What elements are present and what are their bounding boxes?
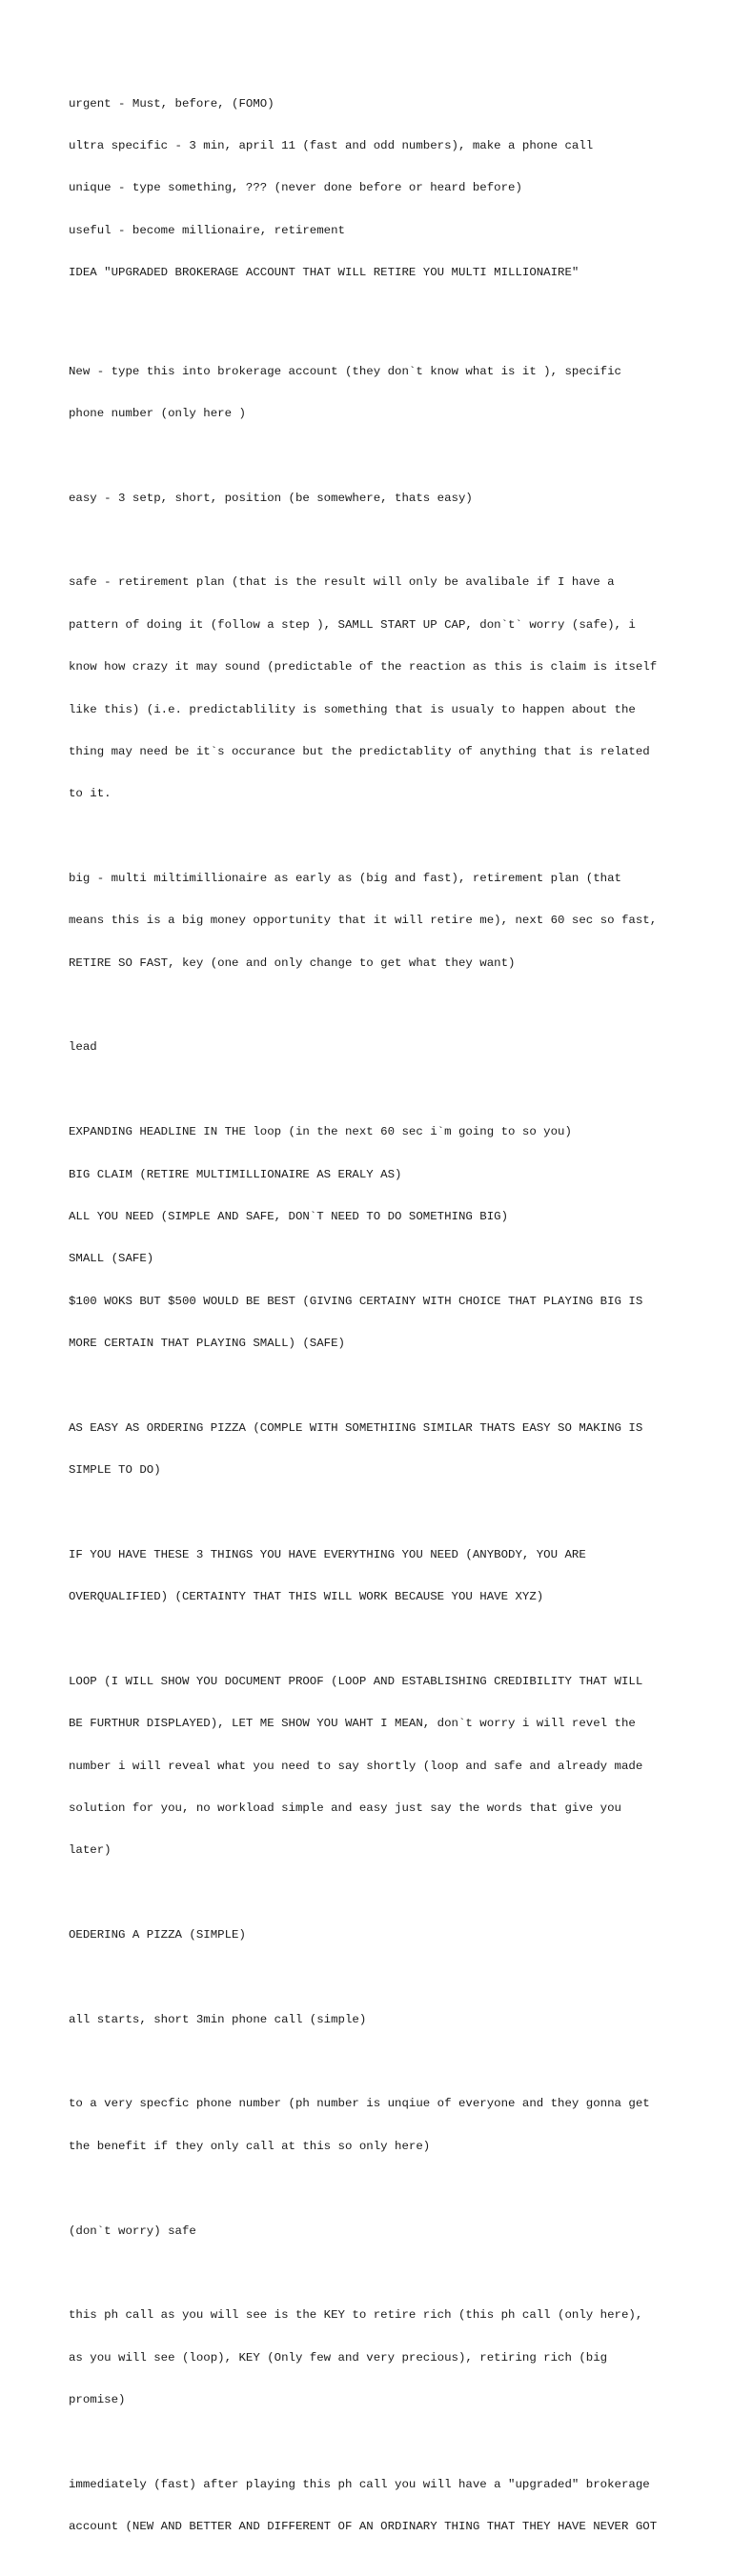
text-line: IF YOU HAVE THESE 3 THINGS YOU HAVE EVERYTHING YOU NEED (ANYBODY, YOU ARE <box>69 1547 586 1561</box>
paragraph-immediately <box>69 2449 679 2562</box>
text-line: AS EASY AS ORDERING PIZZA (COMPLE WITH SOMETHIING SIMILAR THATS EASY SO MAKING IS <box>69 1420 643 1435</box>
text-line: to it. <box>69 787 112 801</box>
text-line: useful - become millionaire, retirement <box>69 223 345 237</box>
text-line: this ph call as you will see is the KEY to retire rich (this ph call (only here), <box>69 2308 643 2323</box>
paragraph-easy <box>69 463 679 533</box>
text-line: later) <box>69 1843 112 1858</box>
paragraph-phone-call <box>69 1984 679 2055</box>
text-line: means this is a big money opportunity that it will retire me), next 60 sec so fast, <box>69 914 658 928</box>
text-line: EXPANDING HEADLINE IN THE loop (in the next 60 sec i`m going to so you) <box>69 1125 572 1139</box>
text-line: account (NEW AND BETTER AND DIFFERENT OF AN ORDINARY THING THAT THEY HAVE NEVER GOT <box>69 2520 658 2534</box>
text-line: promise) <box>69 2392 126 2406</box>
text-line: pattern of doing it (follow a step ), SAMLL START UP CAP, don`t` worry (safe), i <box>69 617 636 632</box>
paragraph-three-things <box>69 1519 679 1632</box>
paragraph-expanding-headline <box>69 1097 679 1379</box>
paragraph-big <box>69 843 679 998</box>
text-line: OEDERING A PIZZA (SIMPLE) <box>69 1928 246 1942</box>
text-line: safe - retirement plan (that is the result will only be avalibale if I have a <box>69 575 615 590</box>
paragraph-new <box>69 336 679 449</box>
text-line: to a very specfic phone number (ph number is unqiue of everyone and they gonna get <box>69 2097 650 2111</box>
paragraph-phone-number <box>69 2069 679 2182</box>
text-line: IDEA "UPGRADED BROKERAGE ACCOUNT THAT WILL RETIRE YOU MULTI MILLIONAIRE" <box>69 266 580 280</box>
paragraph-pizza-comparison <box>69 1393 679 1505</box>
text-line: thing may need be it`s occurance but the predictablity of anything that is related <box>69 744 650 758</box>
text-line: ALL YOU NEED (SIMPLE AND SAFE, DON`T NEED TO DO SOMETHING BIG) <box>69 1209 509 1223</box>
text-line: BE FURTHUR DISPLAYED), LET ME SHOW YOU WAHT I MEAN, don`t worry i will revel the <box>69 1717 636 1731</box>
paragraph-ordering-pizza <box>69 1901 679 1971</box>
paragraph-dont-worry <box>69 2196 679 2266</box>
text-line: phone number (only here ) <box>69 407 246 421</box>
text-line: (don`t worry) safe <box>69 2224 196 2238</box>
text-line: like this) (i.e. predictablility is something that is usualy to happen about the <box>69 702 636 716</box>
text-line: New - type this into brokerage account (they don`t know what is it ), specific <box>69 364 621 378</box>
text-line: MORE CERTAIN THAT PLAYING SMALL) (SAFE) <box>69 1337 345 1351</box>
text-line: SMALL (SAFE) <box>69 1252 154 1266</box>
paragraph-loop <box>69 1646 679 1886</box>
text-line: ultra specific - 3 min, april 11 (fast and odd numbers), make a phone call <box>69 138 594 152</box>
paragraph-key <box>69 2281 679 2436</box>
text-line: the benefit if they only call at this so only here) <box>69 2139 431 2153</box>
text-line: urgent - Must, before, (FOMO) <box>69 96 274 111</box>
text-line: SIMPLE TO DO) <box>69 1463 161 1478</box>
paragraph-lead <box>69 1013 679 1083</box>
text-line: solution for you, no workload simple and easy just say the words that give you <box>69 1801 621 1816</box>
text-line: $100 WOKS BUT $500 WOULD BE BEST (GIVING CERTAINY WITH CHOICE THAT PLAYING BIG IS <box>69 1294 643 1308</box>
text-line: as you will see (loop), KEY (Only few and very precious), retiring rich (big <box>69 2350 608 2365</box>
text-line: all starts, short 3min phone call (simple) <box>69 2012 367 2026</box>
text-line: OVERQUALIFIED) (CERTAINTY THAT THIS WILL WORK BECAUSE YOU HAVE XYZ) <box>69 1590 544 1604</box>
text-line: RETIRE SO FAST, key (one and only change to get what they want) <box>69 956 516 970</box>
text-line: unique - type something, ??? (never done before or heard before) <box>69 181 522 195</box>
text-line: LOOP (I WILL SHOW YOU DOCUMENT PROOF (LOOP AND ESTABLISHING CREDIBILITY THAT WILL <box>69 1674 643 1688</box>
document-page <box>69 69 679 2576</box>
text-line: BIG CLAIM (RETIRE MULTIMILLIONAIRE AS ERALY AS) <box>69 1167 402 1181</box>
text-line: easy - 3 setp, short, position (be somewhere, thats easy) <box>69 491 473 505</box>
text-line: know how crazy it may sound (predictable of the reaction as this is claim is itself <box>69 660 658 674</box>
text-line: number i will reveal what you need to say shortly (loop and safe and already made <box>69 1759 643 1773</box>
paragraph-criteria-list <box>69 69 679 309</box>
text-line: lead <box>69 1040 97 1055</box>
paragraph-safe <box>69 548 679 830</box>
text-line: big - multi miltimillionaire as early as (big and fast), retirement plan (that <box>69 872 621 885</box>
text-line: immediately (fast) after playing this ph call you will have a "upgraded" brokerage <box>69 2477 650 2491</box>
